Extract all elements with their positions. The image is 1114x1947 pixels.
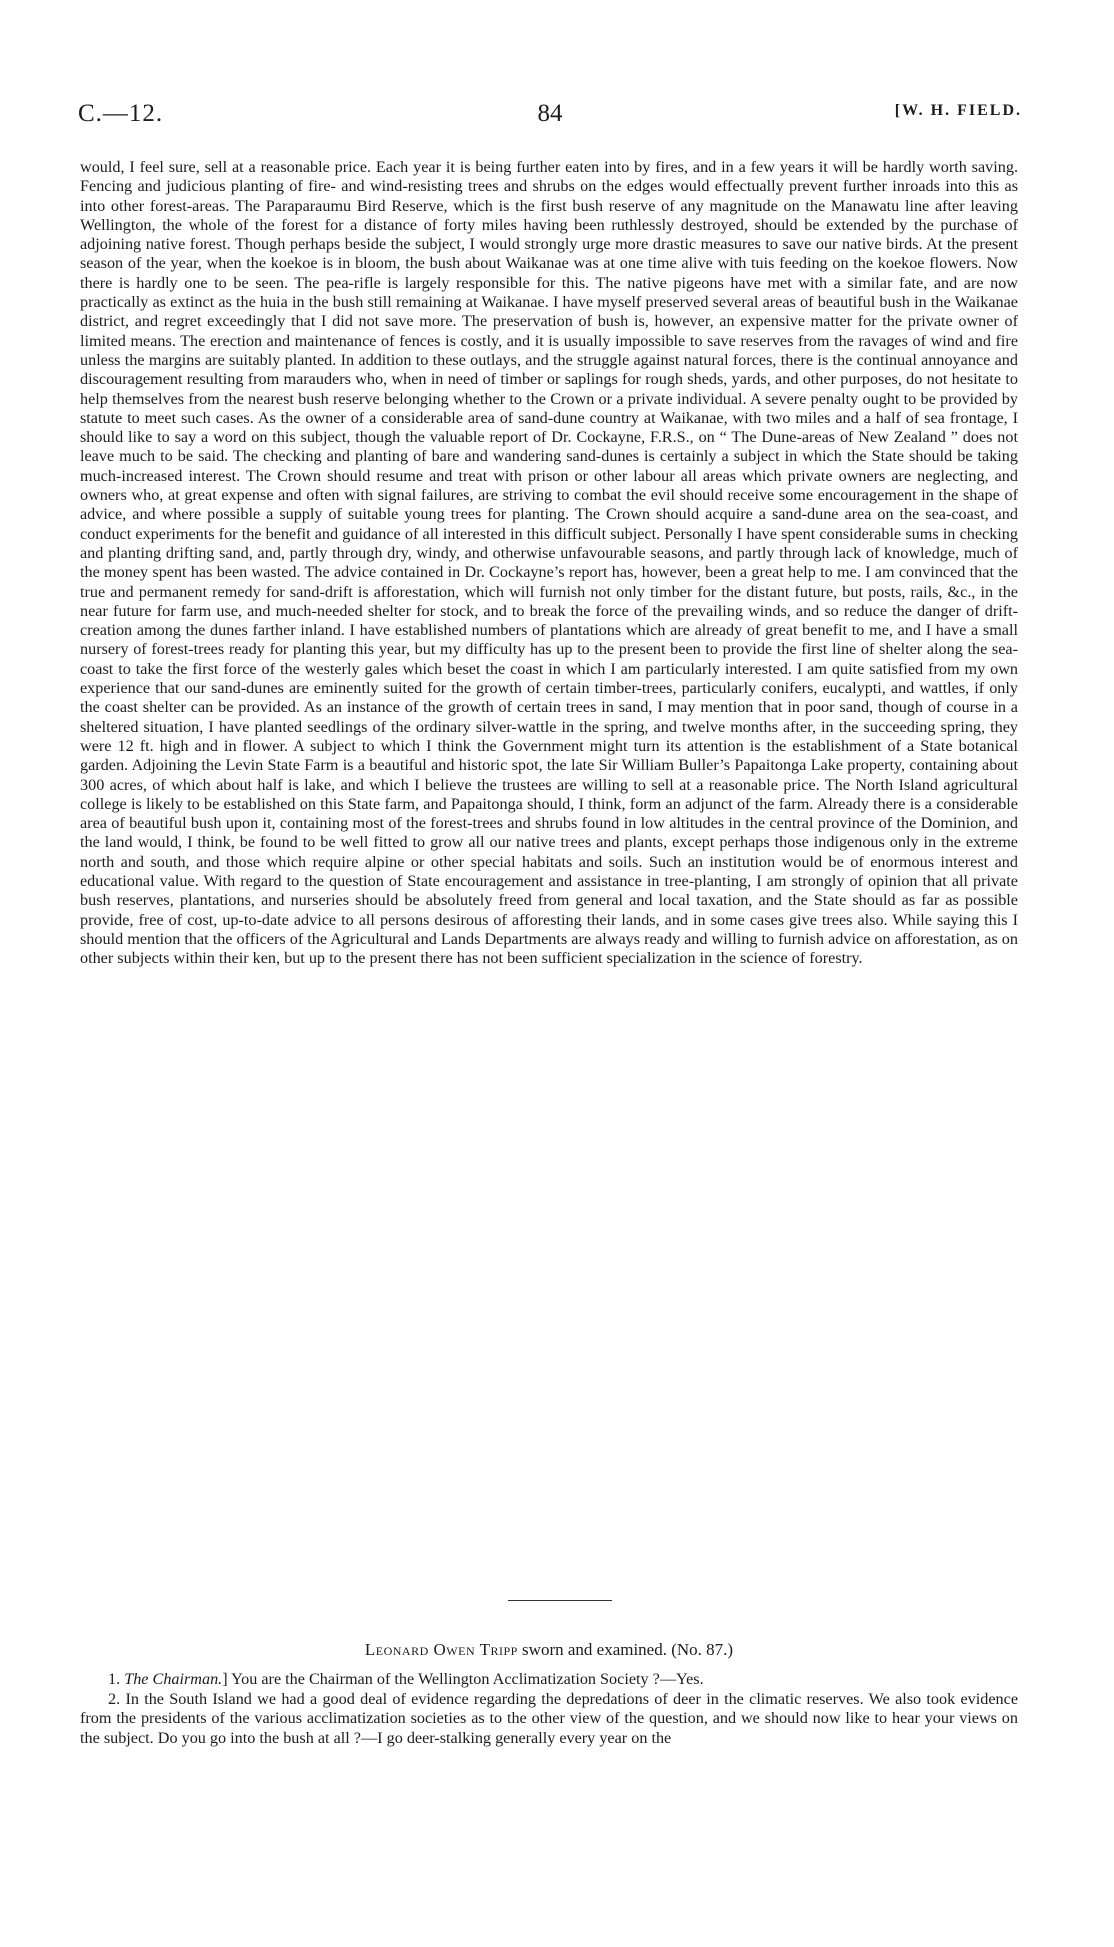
speaker-name: The Chairman. — [124, 1670, 223, 1688]
page-number: 84 — [537, 100, 563, 127]
section-divider — [508, 1600, 612, 1601]
running-header — [78, 100, 1022, 134]
witness-number: (No. 87.) — [671, 1640, 734, 1659]
question-number: 2. — [108, 1690, 121, 1708]
question-number: 1. — [108, 1670, 121, 1688]
question-text: ] You are the Chairman of the Wellington Acclimatization Society ?—Yes. — [222, 1670, 704, 1688]
witness-heading-text: sworn and examined. — [522, 1640, 667, 1659]
question-1 — [80, 1670, 1018, 1689]
body-paragraph: would, I feel sure, sell at a reasonable price. Each year it is being further eaten into by fires, and in a few years it will be hardly worth saving. Fencing and judicious planting of fire- and wind-resisting trees and shrubs on the edges would effectually prevent further inroads into this as into other forest-areas. The Paraparaumu Bird Reserve, which is the first bush reserve of any magnitude on the Manawatu line after leaving Wellington, the whole of the forest for a distance of forty miles having been ruthlessly destroyed, should be extended by the purchase of adjoining native forest. Though perhaps beside the subject, I would strongly urge more drastic measures to save our native birds. At the present season of the year, when the koekoe is in bloom, the bush about Waikanae was at one time alive with tuis feeding on the koekoe flowers. Now there is hardly one to be seen. The pea-rifle is largely responsible for this. The native pigeons have met with a similar fate, and are now practically as extinct as the huia in the bush still remaining at Waikanae. I have myself preserved several areas of beautiful bush in the Waikanae district, and regret exceedingly that I did not save more. The preservation of bush is, however, an expensive matter for the private owner of limited means. The erection and maintenance of fences is costly, and it is usually impossible to save reserves from the ravages of wind and fire unless the margins are suitably planted. In addition to these outlays, and the struggle against natural forces, there is the continual annoyance and discouragement resulting from marauders who, when in need of timber or saplings for rough sheds, yards, and other purposes, do not hesitate to help themselves from the nearest bush reserve belonging whether to the Crown or a private individual. A severe penalty ought to be provided by statute to meet such cases. As the owner of a considerable area of sand-dune country at Waikanae, with two miles and a half of sea frontage, I should like to say a word on this subject, though the valuable report of Dr. Cockayne, F.R.S., on “ The Dune-areas of New Zealand ” does not leave much to be said. The checking and planting of bare and wandering sand-dunes is certainly a subject in which the State should be taking much-increased interest. The Crown should resume and treat with prison or other labour all areas which private owners are neglecting, and owners who, at great expense and often with signal failures, are striving to combat the evil should receive some encouragement in the shape of advice, and where possible a supply of suitable young trees for planting. The Crown should acquire a sand-dune area on the sea-coast, and conduct experiments for the benefit and guidance of all interested in this difficult subject. Personally I have spent considerable sums in checking and planting drifting sand, and, partly through dry, windy, and otherwise unfavourable seasons, and partly through lack of knowledge, much of the money spent has been wasted. The advice contained in Dr. Cockayne’s report has, however, been a great help to me. I am convinced that the true and permanent remedy for sand-drift is afforestation, which will furnish not only timber for the distant future, but posts, rails, &c., in the near future for farm use, and much-needed shelter for stock, and to break the force of the prevailing winds, and so reduce the danger of drift-creation among the dunes farther inland. I have established numbers of plantations which are already of great benefit to me, and I have a small nursery of forest-trees ready for planting this year, but my difficulty has up to the present been to provide the first line of shelter along the sea-coast to take the first force of the westerly gales which beset the coast in which I am particularly interested. I am quite satisfied from my own experience that our sand-dunes are eminently suited for the growth of certain timber-trees, particularly conifers, eucalypti, and wattles, if only the coast shelter can be provided. As an instance of the growth of certain trees in sand, I may mention that in poor sand, though of course in a sheltered situation, I have planted seedlings of the ordinary silver-wattle in the spring, and twelve months after, in the succeeding spring, they were 12 ft. high and in flower. A subject to which I think the Government might turn its attention is the establishment of a State botanical garden. Adjoining the Levin State Farm is a beautiful and historic spot, the late Sir William Buller’s Papaitonga Lake property, containing about 300 acres, of which about half is lake, and which I believe the trustees are willing to sell at a reasonable price. The North Island agricultural college is likely to be established on this State farm, and Papaitonga should, I think, form an adjunct of the farm. Already there is a considerable area of beautiful bush upon it, containing most of the forest-trees and shrubs found in low altitudes in the central province of the Dominion, and the land would, I think, be found to be well fitted to grow all our native trees and plants, except perhaps those indigenous only in the extreme north and south, and those which require alpine or other special habitats and soils. Such an institution would be of enormous interest and educational value. With regard to the question of State encouragement and assistance in tree-planting, I am strongly of opinion that all private bush reserves, plantations, and nurseries should be absolutely freed from general and local taxation, and the State should as far as possible provide, free of cost, up-to-date advice to all persons desirous of afforesting their lands, and in some cases give trees also. While saying this I should mention that the officers of the Agricultural and Lands Departments are always ready and willing to furnish advice on afforestation, as on other subjects within their ken, but up to the present there has not been sufficient specialization in the science of forestry. — [80, 158, 1018, 968]
question-2 — [80, 1690, 1018, 1748]
witness-running-name: [W. H. FIELD. — [894, 102, 1022, 119]
question-text: In the South Island we had a good deal of evidence regarding the depredations of deer in the climatic reserves. We also took evidence from the presidents of the various acclimatization societies as to the other view of the question, and we should now like to hear your views on the subject. Do you go into the bush at all ?—I go deer-stalking generally every year on the — [80, 1690, 1019, 1747]
witness-heading — [80, 1640, 1018, 1660]
paper-reference: C.—12. — [78, 100, 164, 127]
witness-name: Leonard Owen Tripp — [364, 1640, 518, 1659]
